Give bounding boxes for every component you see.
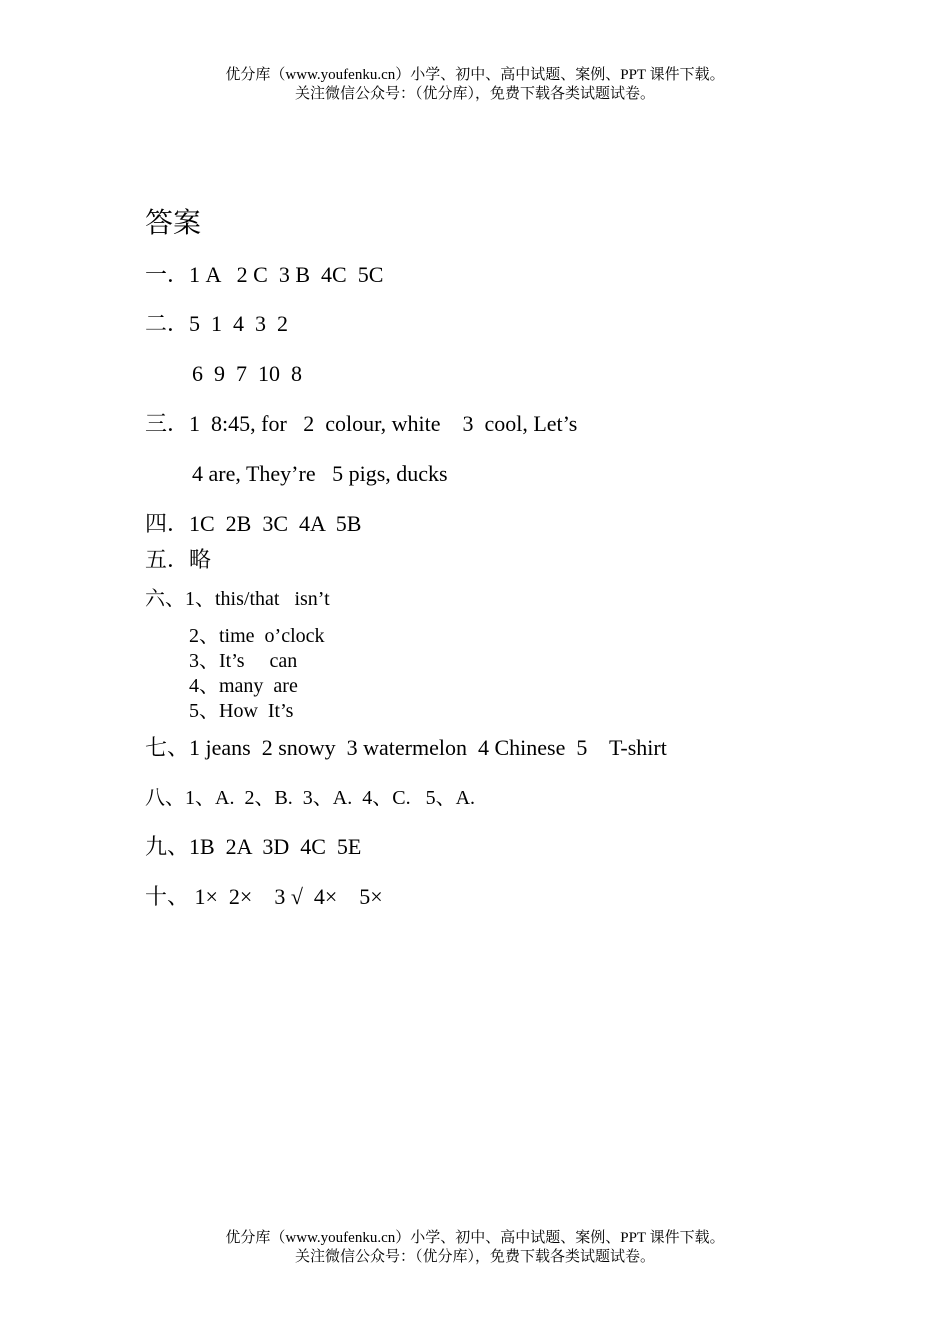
answer-section-4: 四．1C 2B 3C 4A 5B (145, 511, 362, 536)
header-line-2: 关注微信公众号：（优分库），免费下载各类试题试卷。 (294, 86, 655, 102)
header-line-1: 优分库（www.youfenku.cn）小学、初中、高中试题、案例、PPT 课件下载。 (225, 67, 725, 83)
answer-section-10: 十、 1× 2× 3 √ 4× 5× (145, 884, 383, 909)
answer-section-6-item-2: 2、time o’clock (189, 625, 325, 647)
page-header (0, 66, 950, 104)
answer-section-1: 一．1 A 2 C 3 B 4C 5C (145, 262, 384, 287)
answer-section-3: 三．1 8:45, for 2 colour, white 3 cool, Let’s (145, 411, 578, 436)
answer-section-9: 九、1B 2A 3D 4C 5E (145, 834, 362, 859)
page-footer (0, 1229, 950, 1267)
answer-section-6-item-4: 4、many are (189, 675, 298, 697)
footer-line-2: 关注微信公众号：（优分库），免费下载各类试题试卷。 (294, 1249, 655, 1265)
answer-section-8: 八、1、A. 2、B. 3、A. 4、C. 5、A. (145, 787, 476, 809)
answer-section-6: 六、1、this/that isn’t (145, 588, 330, 610)
answer-section-3-cont: 4 are, They’re 5 pigs, ducks (192, 461, 448, 486)
answer-section-7: 七、1 jeans 2 snowy 3 watermelon 4 Chinese 5 T-shirt (145, 735, 667, 760)
answer-section-2: 二．5 1 4 3 2 (145, 311, 289, 336)
answer-section-6-item-5: 5、How It’s (189, 700, 294, 722)
answer-section-2-cont: 6 9 7 10 8 (192, 361, 302, 386)
answer-section-5: 五．略 (145, 547, 212, 572)
footer-line-1: 优分库（www.youfenku.cn）小学、初中、高中试题、案例、PPT 课件下载。 (225, 1230, 725, 1246)
answer-section-6-item-3: 3、It’s can (189, 650, 298, 672)
answer-title: 答案 (145, 208, 202, 239)
